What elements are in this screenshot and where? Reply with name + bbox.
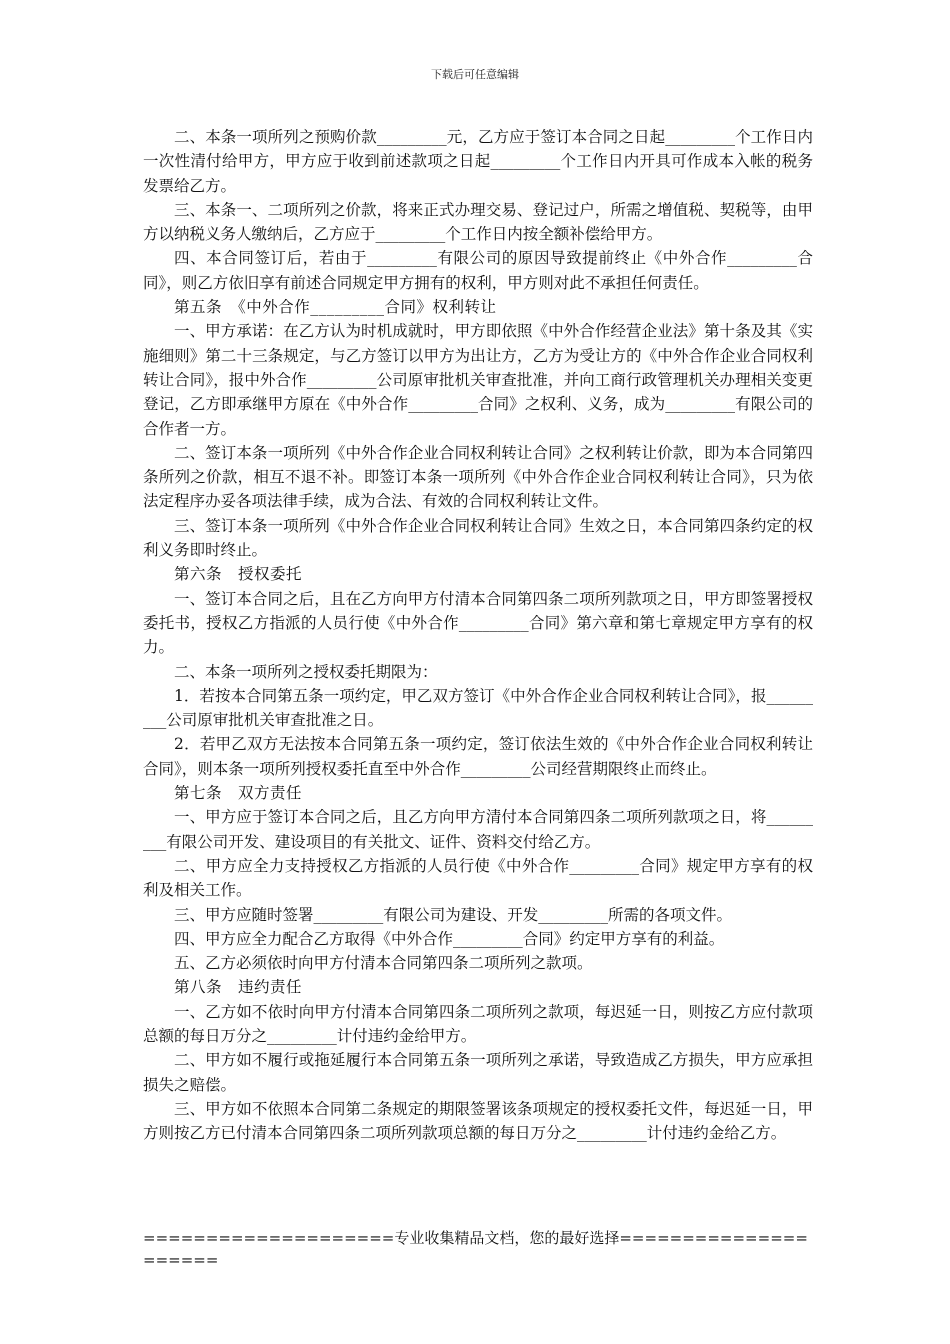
paragraph-5-1: 一、甲方承诺：在乙方认为时机成就时，甲方即依照《中外合作经营企业法》第十条及其《实施细则》第二十三条规定，与乙方签订以甲方为出让方，乙方为受让方的《中外合作企业合同权利转让合同》，报中外合作_________公司原审批机关审查批准，并向工商行政管理机关办理相关变更登记，乙方即承继甲方原在《中外合作_________合同》之权利、义务，成为_________有限公司的合作者一方。 [143, 322, 813, 438]
paragraph-4-2: 二、本条一项所列之预购价款_________元，乙方应于签订本合同之日起_________个工作日内一次性清付给甲方，甲方应于收到前述款项之日起_________个工作日内开具可作成本入帐的税务发票给乙方。 [143, 128, 813, 195]
article-5-heading: 第五条 《中外合作_________合同》权利转让 [174, 298, 497, 317]
paragraph-7-1: 一、甲方应于签订本合同之后，且乙方向甲方清付本合同第四条二项所列款项之日，将_________有限公司开发、建设项目的有关批文、证件、资料交付给乙方。 [143, 808, 813, 851]
paragraph-6-1: 一、签订本合同之后，且在乙方向甲方付清本合同第四条二项所列款项之日，甲方即签署授权委托书，授权乙方指派的人员行使《中外合作_________合同》第六章和第七章规定甲方享有的权力。 [143, 589, 813, 657]
paragraph-7-3: 三、甲方应随时签署_________有限公司为建设、开发_________所需的各项文件。 [174, 905, 733, 924]
paragraph-4-4: 四、本合同签订后，若由于_________有限公司的原因导致提前终止《中外合作_________合同》，则乙方依旧享有前述合同规定甲方拥有的权利，甲方则对此不承担任何责任。 [143, 249, 813, 292]
article-7-heading: 第七条 双方责任 [174, 784, 303, 803]
paragraph-7-4: 四、甲方应全力配合乙方取得《中外合作_________合同》约定甲方享有的利益。 [174, 929, 725, 948]
paragraph-7-5: 五、乙方必须依时向甲方付清本合同第四条二项所列之款项。 [174, 954, 593, 973]
paragraph-5-2: 二、签订本条一项所列《中外合作企业合同权利转让合同》之权利转让价款，即为本合同第四条所列之价款，相互不退不补。即签订本条一项所列《中外合作企业合同权利转让合同》，只为依法定程序办妥各项法律手续，成为合法、有效的合同权利转让文件。 [143, 443, 813, 511]
paragraph-8-2: 二、甲方如不履行或拖延履行本合同第五条一项所列之承诺，导致造成乙方损失，甲方应承担损失之赔偿。 [143, 1051, 813, 1094]
paragraph-7-2: 二、甲方应全力支持授权乙方指派的人员行使《中外合作_________合同》规定甲方享有的权利及相关工作。 [143, 856, 813, 900]
paragraph-4-3: 三、本条一、二项所列之价款，将来正式办理交易、登记过户，所需之增值税、契税等，由甲方以纳税义务人缴纳后，乙方应于_________个工作日内按全额补偿给甲方。 [143, 200, 813, 244]
document-body [143, 125, 813, 1145]
page-header: 下载后可任意编辑 [431, 68, 519, 81]
paragraph-6-2: 二、本条一项所列之授权委托期限为： [174, 662, 438, 681]
paragraph-6-2-1: 1．若按本合同第五条一项约定，甲乙双方签订《中外合作企业合同权利转让合同》，报_________公司原审批机关审查批准之日。 [143, 686, 813, 730]
article-6-heading: 第六条 授权委托 [174, 565, 303, 584]
paragraph-6-2-2: 2．若甲乙双方无法按本合同第五条一项约定，签订依法生效的《中外合作企业合同权利转让合同》，则本条一项所列授权委托直至中外合作_________公司经营期限终止而终止。 [143, 735, 813, 778]
paragraph-8-3: 三、甲方如不依照本合同第二条规定的期限签署该条项规定的授权委托文件，每迟延一日，甲方则按乙方已付清本合同第四条二项所列款项总额的每日万分之_________计付违约金给乙方。 [143, 1099, 813, 1143]
page-footer: ====================专业收集精品文档，您的最好选择===================== [143, 1229, 808, 1269]
article-8-heading: 第八条 违约责任 [174, 978, 303, 997]
paragraph-8-1: 一、乙方如不依时向甲方付清本合同第四条二项所列之款项，每迟延一日，则按乙方应付款项总额的每日万分之_________计付违约金给甲方。 [143, 1002, 813, 1045]
paragraph-5-3: 三、签订本条一项所列《中外合作企业合同权利转让合同》生效之日，本合同第四条约定的权利义务即时终止。 [143, 516, 813, 560]
